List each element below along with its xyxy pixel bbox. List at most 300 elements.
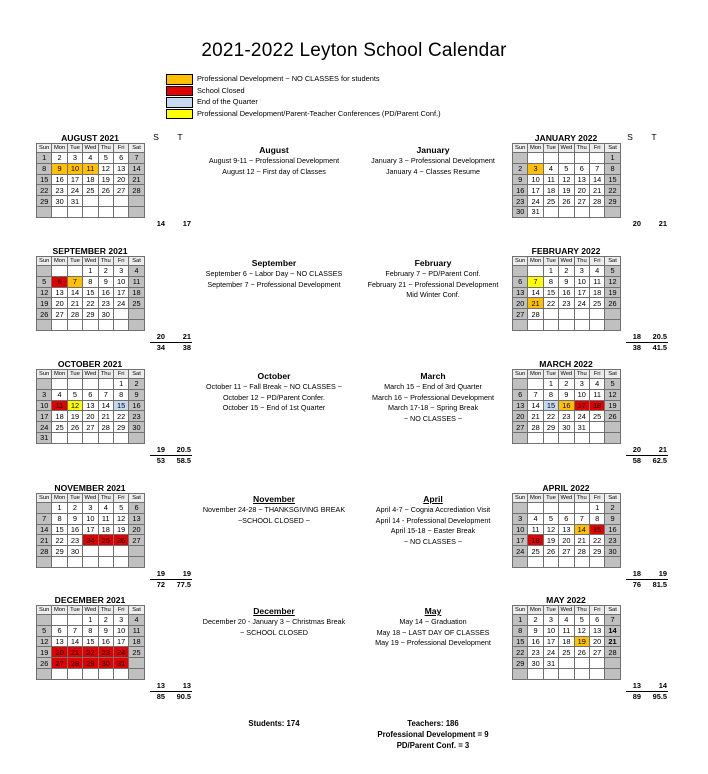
empty-day-cell — [528, 153, 543, 164]
week-row — [37, 658, 145, 669]
day-cell: 3 — [513, 513, 528, 524]
cumulative-days-t: 41.5 — [652, 343, 667, 353]
week-row — [37, 298, 145, 309]
legend-swatch-quarter — [166, 97, 193, 108]
empty-day-cell — [129, 196, 144, 207]
day-cell: 28 — [574, 546, 589, 557]
weekday-header: Mon — [528, 494, 543, 503]
t-column-header-right: T — [651, 132, 657, 142]
day-cell: 15 — [543, 287, 558, 298]
day-cell: 31 — [113, 658, 128, 669]
day-cell: 4 — [98, 503, 113, 514]
day-cell: 29 — [589, 546, 604, 557]
cumulative-days-s: 72 — [156, 580, 165, 590]
weekday-header: Thu — [574, 370, 589, 379]
day-cell: 7 — [98, 389, 113, 400]
day-cell: 4 — [129, 266, 144, 277]
day-cell: 13 — [52, 287, 67, 298]
weekday-header: Fri — [113, 144, 128, 153]
day-cell: 12 — [98, 163, 113, 174]
empty-day-cell — [52, 319, 67, 330]
weekday-header: Sat — [129, 144, 144, 153]
events-heading: May — [424, 606, 442, 616]
cumulative-days-s: 85 — [156, 692, 165, 702]
empty-day-cell — [129, 556, 144, 567]
day-cell: 16 — [52, 174, 67, 185]
empty-day-cell — [559, 556, 574, 567]
day-cell: 16 — [559, 400, 574, 411]
day-cell: 28 — [129, 185, 144, 196]
day-cell: 11 — [528, 524, 543, 535]
empty-day-cell — [113, 206, 128, 217]
students-count: Students: 174 — [248, 719, 300, 728]
day-cell: 23 — [52, 185, 67, 196]
day-cell: 26 — [98, 185, 113, 196]
events-september — [184, 258, 364, 290]
weekday-header: Sat — [605, 144, 620, 153]
day-cell: 12 — [543, 524, 558, 535]
day-cell: 30 — [98, 658, 113, 669]
weekday-header: Fri — [113, 606, 128, 615]
day-cell: 18 — [543, 185, 558, 196]
day-cell: 5 — [559, 163, 574, 174]
day-cell: 11 — [543, 174, 558, 185]
week-row — [513, 535, 621, 546]
empty-day-cell — [513, 503, 528, 514]
day-cell: 3 — [543, 615, 558, 626]
day-cell: 13 — [513, 400, 528, 411]
day-cell: 28 — [67, 658, 82, 669]
event-line: May 19 ~ Professional Development — [375, 638, 491, 648]
day-cell: 19 — [37, 647, 52, 658]
month-days-s: 19 — [156, 444, 165, 454]
events-january — [343, 145, 523, 177]
day-cell: 9 — [67, 513, 82, 524]
pd-conf-count: PD/Parent Conf. = 3 — [396, 741, 470, 750]
empty-day-cell — [52, 379, 67, 390]
day-cell: 14 — [589, 174, 604, 185]
day-cell: 3 — [37, 389, 52, 400]
month-days-t: 17 — [182, 218, 191, 228]
day-cell: 18 — [589, 400, 604, 411]
day-cell: 16 — [98, 636, 113, 647]
empty-day-cell — [98, 668, 113, 679]
empty-day-cell — [129, 432, 144, 443]
month-grid — [512, 605, 621, 680]
day-cell: 27 — [52, 658, 67, 669]
day-cell: 5 — [605, 266, 620, 277]
events-march — [343, 371, 523, 424]
day-cell: 26 — [113, 535, 128, 546]
week-row — [513, 615, 621, 626]
empty-day-cell — [129, 206, 144, 217]
weekday-header: Sun — [37, 606, 52, 615]
day-cell: 24 — [113, 647, 128, 658]
month-title: APRIL 2022 — [542, 483, 590, 493]
day-cell: 8 — [37, 163, 52, 174]
day-cell: 13 — [559, 524, 574, 535]
weekday-header: Mon — [528, 370, 543, 379]
event-line: October 11 ~ Fall Break ~ NO CLASSES ~ — [206, 382, 342, 391]
day-cell: 3 — [67, 153, 82, 164]
day-cell: 27 — [129, 535, 144, 546]
day-cell: 14 — [574, 524, 589, 535]
cumulative-days-s: 53 — [156, 456, 165, 466]
week-row — [513, 309, 621, 320]
empty-day-cell — [98, 546, 113, 557]
day-cell: 21 — [67, 298, 82, 309]
empty-day-cell — [52, 615, 67, 626]
day-cell: 16 — [98, 287, 113, 298]
weekday-header: Mon — [528, 257, 543, 266]
weekday-header: Sat — [605, 257, 620, 266]
weekday-header: Sun — [513, 606, 528, 615]
day-cell: 23 — [559, 298, 574, 309]
day-cell: 6 — [513, 389, 528, 400]
day-cell: 1 — [113, 379, 128, 390]
empty-day-cell — [67, 379, 82, 390]
day-cell: 26 — [543, 546, 558, 557]
event-line: September 6 ~ Labor Day ~ NO CLASSES — [205, 269, 343, 278]
day-cell: 20 — [589, 636, 604, 647]
empty-day-cell — [513, 668, 528, 679]
week-row — [37, 636, 145, 647]
day-cell: 17 — [67, 174, 82, 185]
day-cell: 10 — [574, 276, 589, 287]
empty-day-cell — [559, 153, 574, 164]
events-november — [184, 494, 364, 526]
empty-day-cell — [98, 206, 113, 217]
events-february — [343, 258, 523, 301]
empty-day-cell — [574, 206, 589, 217]
day-cell: 25 — [543, 196, 558, 207]
day-cell: 9 — [559, 276, 574, 287]
day-cell: 23 — [98, 298, 113, 309]
empty-day-cell — [513, 319, 528, 330]
empty-day-cell — [559, 503, 574, 514]
month-days-s: 20 — [632, 444, 641, 454]
month-days-t: 19 — [182, 568, 191, 578]
day-cell: 10 — [574, 389, 589, 400]
day-cell: 4 — [528, 513, 543, 524]
empty-day-cell — [37, 556, 52, 567]
day-cell: 3 — [574, 266, 589, 277]
day-cell: 12 — [605, 389, 620, 400]
empty-day-cell — [528, 432, 543, 443]
empty-day-cell — [37, 668, 52, 679]
events-april — [343, 494, 523, 547]
weekday-header: Mon — [52, 370, 67, 379]
day-cell: 28 — [98, 422, 113, 433]
day-cell: 13 — [129, 513, 144, 524]
day-cell: 18 — [52, 411, 67, 422]
day-cell: 1 — [543, 266, 558, 277]
day-cell: 21 — [129, 174, 144, 185]
week-row — [513, 513, 621, 524]
empty-day-cell — [513, 266, 528, 277]
day-cell: 30 — [129, 422, 144, 433]
day-cell: 2 — [605, 503, 620, 514]
month-days-t: 21 — [658, 218, 667, 228]
day-cell: 22 — [52, 535, 67, 546]
day-cell: 25 — [52, 422, 67, 433]
weekday-header: Wed — [84, 606, 97, 613]
day-cell: 21 — [67, 647, 82, 658]
day-cell: 23 — [559, 411, 574, 422]
day-cell: 12 — [559, 174, 574, 185]
empty-day-cell — [83, 206, 98, 217]
month-grid — [36, 143, 145, 218]
week-row — [513, 266, 621, 277]
empty-day-cell — [605, 556, 620, 567]
day-cell: 15 — [52, 524, 67, 535]
day-cell: 9 — [528, 625, 543, 636]
week-row — [37, 615, 145, 626]
event-line: October 15 ~ End of 1st Quarter — [222, 403, 326, 413]
event-line: January 4 ~ Classes Resume — [385, 166, 481, 176]
empty-day-cell — [52, 432, 67, 443]
day-cell: 7 — [528, 389, 543, 400]
month-grid — [512, 256, 621, 331]
day-cell: 3 — [574, 379, 589, 390]
month-days-s: 18 — [632, 568, 641, 578]
day-cell: 26 — [574, 647, 589, 658]
weekday-header: Wed — [84, 494, 97, 501]
month-days-t: 21 — [658, 444, 667, 454]
day-cell: 22 — [83, 647, 98, 658]
day-cell: 27 — [113, 185, 128, 196]
weekday-header: Thu — [574, 494, 589, 503]
day-cell: 15 — [37, 174, 52, 185]
week-row — [513, 174, 621, 185]
day-cell: 21 — [589, 185, 604, 196]
event-line: ~SCHOOL CLOSED ~ — [237, 515, 311, 525]
day-cell: 4 — [83, 153, 98, 164]
day-cell: 17 — [528, 185, 543, 196]
week-row — [37, 174, 145, 185]
week-row — [513, 658, 621, 669]
day-cell: 22 — [543, 298, 558, 309]
day-cell: 29 — [543, 422, 558, 433]
day-cell: 30 — [513, 206, 528, 217]
weekday-header: Fri — [589, 144, 604, 153]
day-cell: 20 — [52, 647, 67, 658]
day-cell: 14 — [67, 287, 82, 298]
day-cell: 9 — [52, 163, 67, 174]
day-cell: 13 — [83, 400, 98, 411]
empty-day-cell — [589, 432, 604, 443]
day-cell: 19 — [543, 535, 558, 546]
week-row — [513, 298, 621, 309]
day-cell: 2 — [52, 153, 67, 164]
empty-day-cell — [113, 556, 128, 567]
weekday-header: Tue — [67, 144, 82, 153]
empty-day-cell — [605, 668, 620, 679]
month-grid — [512, 369, 621, 444]
day-cell: 2 — [98, 266, 113, 277]
weekday-header: Tue — [67, 494, 82, 503]
week-row — [513, 400, 621, 411]
cumulative-days-s: 76 — [632, 580, 641, 590]
day-cell: 20 — [113, 174, 128, 185]
month-days-s: 19 — [156, 568, 165, 578]
day-cell: 29 — [37, 196, 52, 207]
day-cell: 14 — [129, 163, 144, 174]
day-cell: 26 — [37, 658, 52, 669]
empty-day-cell — [98, 319, 113, 330]
day-cell: 20 — [513, 411, 528, 422]
day-cell: 22 — [543, 411, 558, 422]
day-cell: 19 — [98, 174, 113, 185]
day-cell: 26 — [605, 411, 620, 422]
day-cell: 10 — [513, 524, 528, 535]
day-cell: 17 — [113, 287, 128, 298]
event-line: August 12 ~ First day of Classes — [222, 166, 326, 176]
day-cell: 26 — [559, 196, 574, 207]
empty-day-cell — [543, 556, 558, 567]
day-cell: 25 — [559, 647, 574, 658]
day-cell: 16 — [513, 185, 528, 196]
empty-day-cell — [589, 319, 604, 330]
empty-day-cell — [574, 668, 589, 679]
day-cell: 6 — [113, 153, 128, 164]
legend-swatch-pdconf — [166, 109, 193, 120]
empty-day-cell — [129, 546, 144, 557]
day-cell: 21 — [605, 636, 620, 647]
day-cell: 2 — [559, 379, 574, 390]
weekday-header: Fri — [113, 494, 128, 503]
day-cell: 19 — [574, 636, 589, 647]
day-cell: 24 — [83, 535, 98, 546]
day-cell: 24 — [574, 298, 589, 309]
month-grid — [36, 256, 145, 331]
day-cell: 13 — [574, 174, 589, 185]
day-cell: 13 — [113, 163, 128, 174]
empty-day-cell — [543, 309, 558, 320]
day-cell: 23 — [98, 647, 113, 658]
day-cell: 12 — [574, 625, 589, 636]
event-line: November 24-28 ~ THANKSGIVING BREAK — [202, 505, 346, 514]
weekday-header: Thu — [574, 257, 589, 266]
weekday-header: Sat — [129, 606, 144, 615]
day-cell: 14 — [98, 400, 113, 411]
day-cell: 1 — [543, 379, 558, 390]
week-row — [37, 196, 145, 207]
day-cell: 27 — [589, 647, 604, 658]
day-cell: 5 — [37, 625, 52, 636]
day-cell: 5 — [37, 276, 52, 287]
day-cell: 25 — [528, 546, 543, 557]
s-column-header-right: S — [627, 132, 633, 142]
empty-day-cell — [113, 546, 128, 557]
day-cell: 6 — [559, 513, 574, 524]
day-cell: 1 — [83, 266, 98, 277]
empty-day-cell — [113, 668, 128, 679]
day-cell: 8 — [113, 389, 128, 400]
day-cell: 10 — [528, 174, 543, 185]
day-cell: 30 — [67, 546, 82, 557]
empty-day-cell — [67, 556, 82, 567]
empty-day-cell — [543, 432, 558, 443]
week-row — [513, 276, 621, 287]
day-cell: 11 — [98, 513, 113, 524]
week-row — [513, 422, 621, 433]
day-cell: 3 — [83, 503, 98, 514]
weekday-header: Wed — [84, 257, 97, 264]
day-cell: 3 — [113, 266, 128, 277]
month-title: AUGUST 2021 — [61, 133, 119, 143]
day-cell: 25 — [129, 298, 144, 309]
day-cell: 14 — [528, 400, 543, 411]
empty-day-cell — [67, 266, 82, 277]
month-grid — [36, 369, 145, 444]
events-heading: September — [251, 258, 297, 268]
cumulative-days-t: 95.5 — [652, 692, 667, 702]
day-cell: 12 — [67, 400, 82, 411]
month-days-t: 20.5 — [652, 331, 667, 341]
empty-day-cell — [129, 309, 144, 320]
day-cell: 19 — [113, 524, 128, 535]
day-cell: 11 — [52, 400, 67, 411]
empty-day-cell — [52, 556, 67, 567]
day-cell: 30 — [559, 422, 574, 433]
empty-day-cell — [574, 503, 589, 514]
day-cell: 1 — [589, 503, 604, 514]
day-cell: 11 — [129, 625, 144, 636]
empty-day-cell — [543, 319, 558, 330]
weekday-header: Mon — [52, 606, 67, 615]
cumulative-days-t: 58.5 — [176, 456, 191, 466]
month-days-s: 20 — [632, 218, 641, 228]
day-cell: 19 — [605, 287, 620, 298]
day-cell: 15 — [83, 287, 98, 298]
day-cell: 24 — [113, 298, 128, 309]
day-cell: 28 — [605, 647, 620, 658]
empty-day-cell — [605, 309, 620, 320]
empty-day-cell — [528, 668, 543, 679]
day-cell: 22 — [513, 647, 528, 658]
day-cell: 4 — [52, 389, 67, 400]
weekday-header: Thu — [98, 370, 113, 379]
event-line: March 17-18 ~ Spring Break — [387, 403, 479, 413]
legend-swatch-closed — [166, 86, 193, 97]
day-cell: 31 — [37, 432, 52, 443]
week-row — [37, 389, 145, 400]
week-row — [513, 546, 621, 557]
weekday-header: Sat — [605, 606, 620, 615]
empty-day-cell — [574, 319, 589, 330]
day-cell: 16 — [605, 524, 620, 535]
empty-day-cell — [559, 432, 574, 443]
day-cell: 4 — [129, 615, 144, 626]
weekday-header: Tue — [67, 370, 82, 379]
day-cell: 17 — [83, 524, 98, 535]
day-cell: 17 — [574, 287, 589, 298]
day-cell: 7 — [129, 153, 144, 164]
legend-label: End of the Quarter — [197, 97, 258, 107]
day-cell: 29 — [513, 658, 528, 669]
day-cell: 23 — [513, 196, 528, 207]
event-line: December 20 - January 3 ~ Christmas Break — [202, 617, 346, 626]
empty-day-cell — [559, 319, 574, 330]
month-title: NOVEMBER 2021 — [54, 483, 126, 493]
day-cell: 9 — [605, 513, 620, 524]
weekday-header: Fri — [113, 370, 128, 379]
day-cell: 5 — [574, 615, 589, 626]
day-cell: 15 — [543, 400, 558, 411]
day-cell: 5 — [113, 503, 128, 514]
legend-label: Professional Development ~ NO CLASSES for students — [197, 74, 380, 83]
